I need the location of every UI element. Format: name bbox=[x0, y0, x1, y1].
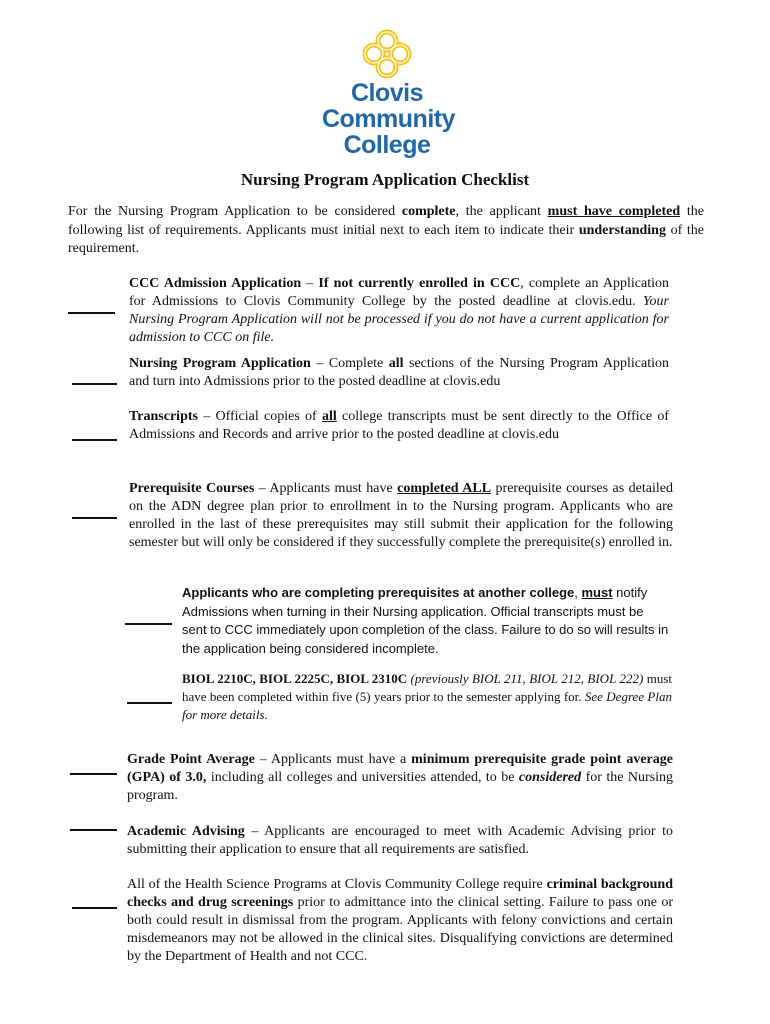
initial-line-ccc[interactable] bbox=[68, 312, 115, 314]
initial-line-transcripts[interactable] bbox=[72, 439, 117, 441]
item-biol-courses: BIOL 2210C, BIOL 2225C, BIOL 2310C (previously BIOL 211, BIOL 212, BIOL 222) must have been completed within five (5) years prior to the semester applying for. See Degree Plan for more details. bbox=[182, 671, 673, 722]
page-title: Nursing Program Application Checklist bbox=[240, 170, 530, 189]
initial-line-another-college[interactable] bbox=[125, 623, 172, 625]
item-nursing-application: Nursing Program Application – Complete all sections of the Nursing Program Application and turn into Admissions prior to the posted deadline at clovis.edu bbox=[129, 356, 669, 389]
initial-line-biol[interactable] bbox=[127, 702, 172, 704]
item-prerequisite-courses: Prerequisite Courses – Applicants must have completed ALL prerequisite courses as detailed on the ADN degree plan prior to enrollment in to the Nursing program. Applicants who are enrolled in the last of these prerequisites may still submit their application for the following semester but will only be considered if they successfully complete the prerequisite(s) enrolled in. bbox=[129, 481, 673, 550]
initial-line-gpa[interactable] bbox=[70, 773, 117, 775]
item-another-college: Applicants who are completing prerequisites at another college, must notify Admissions when turning in their Nursing application. Official transcripts must be sent to CCC immediately upon completion of the class. Failure to do so will results in the application being considered incomplete. bbox=[182, 585, 669, 656]
logo-line-3: College bbox=[343, 131, 431, 159]
initial-line-health[interactable] bbox=[72, 907, 117, 909]
item-grade-point-average: Grade Point Average – Applicants must have a minimum prerequisite grade point average (GPA) of 3.0, including all colleges and universities attended, to be considered for the Nursing program. bbox=[127, 752, 674, 803]
initial-line-advising[interactable] bbox=[70, 829, 117, 831]
knot-emblem-icon bbox=[361, 28, 413, 80]
intro-paragraph: For the Nursing Program Application to be considered complete, the applicant must have completed the following list of requirements. Applicants must initial next to each item to indicate their understanding of the requirement. bbox=[68, 204, 704, 256]
item-academic-advising: Academic Advising – Applicants are encouraged to meet with Academic Advising prior to submitting their application to ensure that all requirements are satisfied. bbox=[127, 824, 673, 857]
item-transcripts: Transcripts – Official copies of all college transcripts must be sent directly to the Office of Admissions and Records and arrive prior to the posted deadline at clovis.edu bbox=[129, 409, 669, 442]
initial-line-nursing[interactable] bbox=[72, 383, 117, 385]
logo-line-2: Community bbox=[322, 105, 455, 133]
college-logo bbox=[322, 28, 455, 159]
logo-line-1: Clovis bbox=[350, 79, 424, 107]
initial-line-prereq[interactable] bbox=[72, 517, 117, 519]
item-ccc-admission: CCC Admission Application – If not currently enrolled in CCC, complete an Application for Admissions to Clovis Community College by the posted deadline at clovis.edu. Your Nursing Program Application will not be processed if you do not have a current application for admission to CCC on file. bbox=[129, 276, 669, 345]
item-health-science: All of the Health Science Programs at Clovis Community College require criminal background checks and drug screenings prior to admittance into the clinical setting. Failure to pass one or both could result in dismissal from the program. Applicants with felony convictions and certain misdemeanors may not be allowed in the clinical sites. Disqualifying convictions are determined by the Department of Health and not CCC. bbox=[127, 877, 674, 964]
